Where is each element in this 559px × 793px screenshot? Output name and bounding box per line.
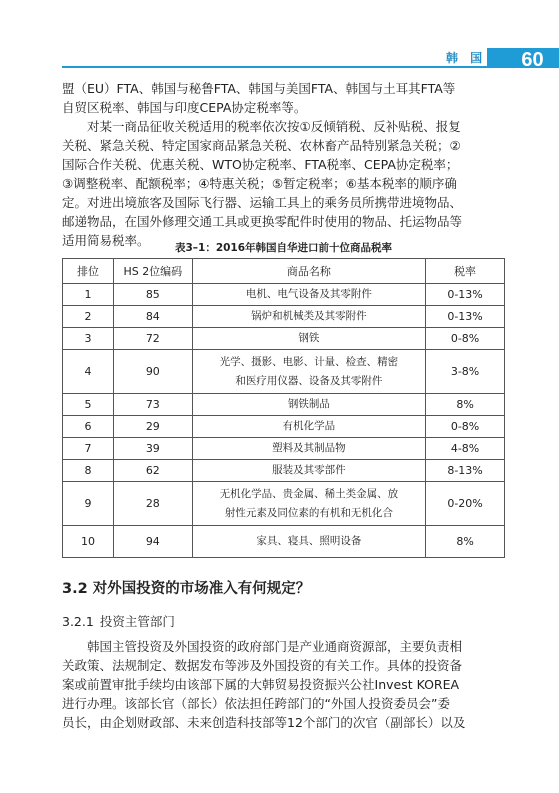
cell-tariff-rate: 8-13%: [426, 460, 505, 482]
table-row: [63, 350, 505, 394]
table-row: [63, 328, 505, 350]
cell-product-name: [192, 284, 425, 306]
paragraph-line: 案或前置审批手续均由该部下属的大韩贸易投资振兴公社Invest KOREA: [62, 677, 460, 692]
tariff-table: [62, 258, 505, 558]
cell-tariff-rate: 8%: [426, 394, 505, 416]
cell-tariff-rate: 8%: [426, 526, 505, 558]
product-name-line: 家具、寝具、照明设备: [256, 535, 362, 547]
cell-hs-code: 85: [113, 284, 192, 306]
product-name-line: 射性元素及同位素的有机和无机化合: [224, 506, 393, 519]
cell-product-name: [192, 416, 425, 438]
cell-product-name: [192, 482, 425, 526]
product-name-line: 有机化学品: [282, 420, 336, 432]
cell-hs-code: 73: [113, 394, 192, 416]
table-row: [63, 306, 505, 328]
product-name-line: 锅炉和机械类及其零附件: [251, 310, 367, 322]
cell-product-name: [192, 438, 425, 460]
paragraph-line: 对某一商品征收关税适用的税率依次按①反倾销税、反补贴税、报复: [62, 119, 461, 134]
cell-hs-code: 28: [113, 482, 192, 526]
header-product-name: 商品名称: [192, 259, 425, 284]
cell-product-name: [192, 328, 425, 350]
header-hs-code: HS 2位编码: [113, 259, 192, 284]
running-header-country: 韩 国: [446, 51, 487, 65]
cell-rank: 10: [63, 526, 114, 558]
table-row: [63, 394, 505, 416]
body-paragraph: [62, 637, 505, 732]
paragraph-line: 自贸区税率、韩国与印度CEPA协定税率等。: [62, 100, 307, 115]
cell-hs-code: 90: [113, 350, 192, 394]
paragraph-line: 关税、紧急关税、特定国家商品紧急关税、农林畜产品特别紧急关税；②: [62, 138, 461, 153]
header-tariff-rate: 税率: [426, 259, 505, 284]
cell-hs-code: 39: [113, 438, 192, 460]
cell-product-name: [192, 350, 425, 394]
paragraph-line: 员长，由企划财政部、未来创造科技部等12个部门的次官（副部长）以及: [62, 715, 466, 730]
paragraph-line: 适用简易税率。: [62, 233, 150, 248]
paragraph-line: 韩国主管投资及外国投资的政府部门是产业通商资源部，主要负责相: [62, 639, 463, 654]
cell-rank: 6: [63, 416, 114, 438]
cell-tariff-rate: 0-20%: [426, 482, 505, 526]
cell-product-name: [192, 526, 425, 558]
product-name-line: 钢铁制品: [287, 398, 330, 410]
product-name-line: 塑料及其制品物: [272, 442, 346, 454]
product-name-line: 和医疗用仪器、设备及其零附件: [235, 374, 383, 387]
table-row: [63, 438, 505, 460]
cell-rank: 7: [63, 438, 114, 460]
page-number: 60: [521, 49, 544, 71]
table-caption: 表3–1：2016年韩国自华进口前十位商品税率: [174, 242, 393, 254]
cell-rank: 2: [63, 306, 114, 328]
cell-rank: 8: [63, 460, 114, 482]
cell-rank: 9: [63, 482, 114, 526]
table-row: [63, 284, 505, 306]
cell-product-name: [192, 460, 425, 482]
cell-tariff-rate: 4-8%: [426, 438, 505, 460]
subsection-label: 投资主管部门: [99, 614, 175, 629]
paragraph-line: 进行办理。该部长官（部长）依法担任跨部门的“外国人投资委员会”委: [62, 696, 450, 711]
subsection-title: [62, 612, 175, 630]
paragraph-line: 盟（EU）FTA、韩国与秘鲁FTA、韩国与美国FTA、韩国与土耳其FTA等: [62, 81, 456, 96]
product-name-line: 钢铁: [298, 332, 320, 344]
paragraph-line: 邮递物品，在国外修理交通工具或更换零配件时使用的物品、托运物品等: [62, 214, 463, 229]
cell-hs-code: 29: [113, 416, 192, 438]
cell-product-name: [192, 394, 425, 416]
product-name-line: 无机化学品、贵金属、稀土类金属、放: [219, 487, 399, 500]
product-name-line: 光学、摄影、电影、计量、检查、精密: [219, 355, 399, 368]
paragraph-line: 定。对进出境旅客及国际飞行器、运输工具上的乘务员所携带进境物品、: [62, 195, 463, 210]
paragraph-line: ③调整税率、配额税率；④特惠关税；⑤暂定税率；⑥基本税率的顺序确: [62, 176, 457, 191]
cell-tariff-rate: 3-8%: [426, 350, 505, 394]
section-title: 3.2 对外国投资的市场准入有何规定？: [62, 581, 311, 597]
cell-tariff-rate: 0-13%: [426, 284, 505, 306]
cell-rank: 5: [63, 394, 114, 416]
cell-hs-code: 72: [113, 328, 192, 350]
cell-rank: 3: [63, 328, 114, 350]
cell-tariff-rate: 0-8%: [426, 416, 505, 438]
header-rank: 排位: [63, 259, 114, 284]
table-body: [63, 284, 505, 558]
table-row: [63, 416, 505, 438]
table-header-row: [63, 259, 505, 284]
product-name-line: 电机、电气设备及其零附件: [245, 288, 372, 300]
header-rule: [62, 66, 487, 68]
cell-product-name: [192, 306, 425, 328]
cell-tariff-rate: 0-8%: [426, 328, 505, 350]
table-row: [63, 460, 505, 482]
cell-hs-code: 94: [113, 526, 192, 558]
subsection-number: 3.2.1: [62, 614, 94, 629]
paragraph-line: 关政策、法规制定、数据发布等涉及外国投资的有关工作。具体的投资备: [62, 658, 463, 673]
cell-hs-code: 62: [113, 460, 192, 482]
intro-paragraph: [62, 79, 505, 250]
table-row: [63, 526, 505, 558]
cell-rank: 4: [63, 350, 114, 394]
table-row: [63, 482, 505, 526]
paragraph-line: 国际合作关税、优惠关税、WTO协定税率、FTA税率、CEPA协定税率；: [62, 157, 459, 172]
cell-hs-code: 84: [113, 306, 192, 328]
cell-rank: 1: [63, 284, 114, 306]
cell-tariff-rate: 0-13%: [426, 306, 505, 328]
product-name-line: 服装及其零部件: [272, 464, 346, 476]
